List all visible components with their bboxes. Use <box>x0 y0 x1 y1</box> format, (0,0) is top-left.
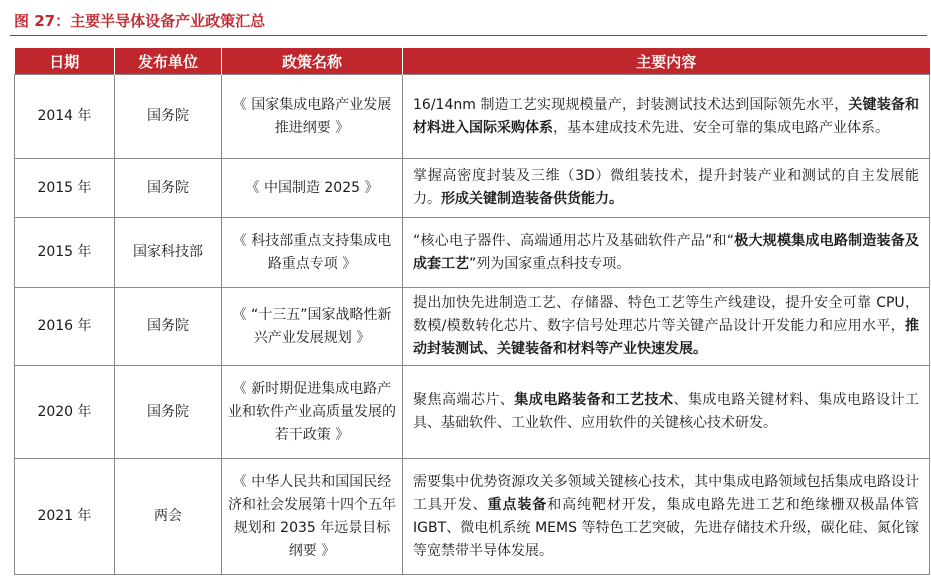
content-text: 提出加快先进制造工艺、存储器、特色工艺等生产线建设，提升安全可靠 CPU，数模/模数转化芯片、数字信号处理芯片等关键产品设计开发能力和应用水平， <box>413 295 919 334</box>
content-text: 和高纯靶材开发，集成电路先进工艺和绝缘栅双极晶体管 IGBT、微电机系统 MEMS 等特色工艺突破，先进存储技术升级，碳化硅、氮化镓等宽禁带半导体发展。 <box>413 496 920 559</box>
emphasis-text: 极大规模集成电路制造装备及成套工艺 <box>413 232 920 272</box>
main-content-cell <box>403 288 930 366</box>
date-cell: 2021 年 <box>15 459 115 575</box>
policy-name-cell: 《 国家集成电路产业发展推进纲要 》 <box>222 75 403 159</box>
emphasis-text: 推动封装测试、关键装备和材料等产业快速发展。 <box>413 318 919 357</box>
content-text: 16/14nm 制造工艺实现规模量产，封装测试技术达到国际领先水平， <box>413 96 849 113</box>
policy-name-cell: 《 新时期促进集成电路产业和软件产业高质量发展的若干政策 》 <box>222 366 403 459</box>
content-text: “核心电子器件、高端通用芯片及基础软件产品”和“ <box>413 232 735 249</box>
content-text: 聚焦高端芯片、 <box>413 392 515 408</box>
table-row <box>15 288 930 366</box>
publisher-cell: 国务院 <box>115 366 222 459</box>
title-divider <box>10 35 927 36</box>
content-text: ”列为国家重点科技专项。 <box>469 255 631 272</box>
date-cell: 2016 年 <box>15 288 115 366</box>
date-cell: 2020 年 <box>15 366 115 459</box>
table-header-row <box>15 48 930 75</box>
table-row <box>15 459 930 575</box>
date-cell: 2014 年 <box>15 75 115 159</box>
header-publisher: 发布单位 <box>115 48 222 75</box>
main-content-cell <box>403 75 930 159</box>
policy-table <box>14 48 930 575</box>
main-content-cell <box>403 459 930 575</box>
main-content-cell <box>403 159 930 218</box>
table-row <box>15 218 930 288</box>
table-row <box>15 75 930 159</box>
date-cell: 2015 年 <box>15 159 115 218</box>
header-date: 日期 <box>15 48 115 75</box>
figure-title: 图 27：主要半导体设备产业政策汇总 <box>14 12 266 30</box>
publisher-cell: 国务院 <box>115 288 222 366</box>
policy-name-cell: 《 科技部重点支持集成电路重点专项 》 <box>222 218 403 288</box>
emphasis-text: 重点装备 <box>487 496 548 513</box>
header-main-content: 主要内容 <box>403 48 930 75</box>
content-text: 需要集中优势资源攻关多领域关键核心技术，其中集成电路领域包括集成电路设计工具开发、 <box>413 473 919 513</box>
content-text: 掌握高密度封装及三维（3D）微组装技术，提升封装产业和测试的自主发展能力。 <box>413 168 919 207</box>
publisher-cell: 两会 <box>115 459 222 575</box>
emphasis-text: 集成电路装备和工艺技术 <box>514 392 674 408</box>
date-cell: 2015 年 <box>15 218 115 288</box>
policy-name-cell: 《 “十三五”国家战略性新兴产业发展规划 》 <box>222 288 403 366</box>
content-text: 、集成电路关键材料、集成电路设计工具、基础软件、工业软件、应用软件的关键核心技术研发。 <box>413 392 920 431</box>
header-policy-name: 政策名称 <box>222 48 403 75</box>
policy-name-cell: 《 中华人民共和国国民经济和社会发展第十四个五年规划和 2035 年远景目标纲要 》 <box>222 459 403 575</box>
publisher-cell: 国务院 <box>115 159 222 218</box>
publisher-cell: 国务院 <box>115 75 222 159</box>
publisher-cell: 国家科技部 <box>115 218 222 288</box>
main-content-cell <box>403 218 930 288</box>
emphasis-text: 形成关键制造装备供货能力。 <box>441 191 623 207</box>
table-row <box>15 159 930 218</box>
emphasis-text: 关键装备和材料进入国际采购体系 <box>413 96 919 136</box>
policy-name-cell: 《 中国制造 2025 》 <box>222 159 403 218</box>
table-row <box>15 366 930 459</box>
content-text: ，基本建成技术先进、安全可靠的集成电路产业体系。 <box>553 119 889 136</box>
main-content-cell <box>403 366 930 459</box>
